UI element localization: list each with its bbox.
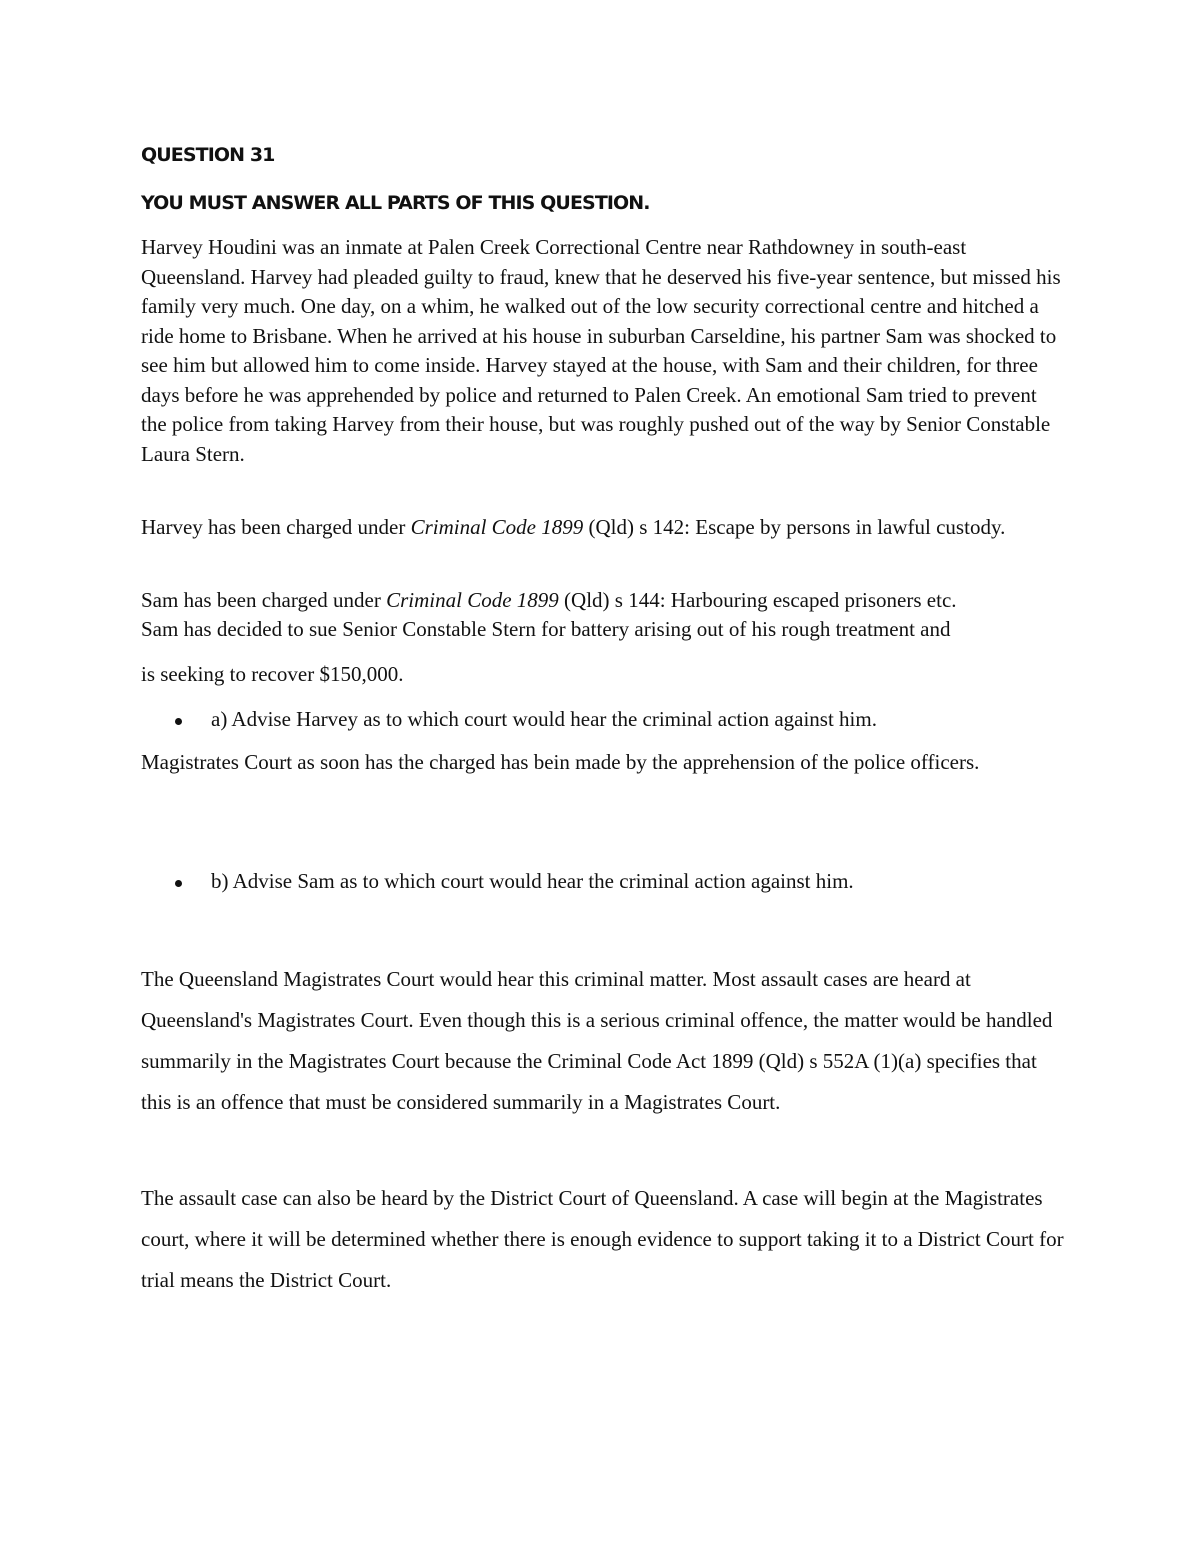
harvey-charge-prefix: Harvey has been charged under: [141, 515, 411, 539]
sam-charge-suffix: (Qld) s 144: Harbouring escaped prisoners etc.: [558, 588, 957, 612]
part-a-answer: Magistrates Court as soon has the charged has bein made by the apprehension of the police officers.: [141, 750, 980, 774]
sam-charge-act: Criminal Code 1899: [386, 588, 559, 612]
sam-lawsuit-line: Sam has decided to sue Senior Constable Stern for battery arising out of his rough treatment and: [141, 617, 951, 641]
part-b-question: b) Advise Sam as to which court would hear the criminal action against him.: [211, 869, 854, 893]
harvey-charge-act: Criminal Code 1899: [410, 515, 584, 539]
sam-charge-prefix: Sam has been charged under: [141, 588, 387, 612]
bullet-icon: [175, 718, 182, 725]
sam-charge-line: [141, 588, 957, 613]
part-b-answer-paragraph-1: The Queensland Magistrates Court would hear this criminal matter. Most assault cases are heard at Queensland's Magistrates Court. Even though this is a serious criminal offence, the matter would be handled summarily in the Magistrates Court because the Criminal Code Act 1899 (Qld) s 552A (1)(a) specifies that this is an offence that must be considered summarily in a Magistrates Court.: [141, 967, 1053, 1114]
bullet-icon: [175, 880, 182, 887]
harvey-charge-suffix: (Qld) s 142: Escape by persons in lawful custody.: [583, 515, 1006, 539]
question-instruction: YOU MUST ANSWER ALL PARTS OF THIS QUESTION.: [141, 192, 650, 214]
part-a-question: a) Advise Harvey as to which court would hear the criminal action against him.: [211, 707, 877, 731]
part-b-answer-paragraph-2: The assault case can also be heard by the District Court of Queensland. A case will begin at the Magistrates court, where it will be determined whether there is enough evidence to support taking it to a District Court for trial means the District Court.: [141, 1186, 1064, 1292]
scenario-paragraph: Harvey Houdini was an inmate at Palen Creek Correctional Centre near Rathdowney in south-east Queensland. Harvey had pleaded guilty to fraud, knew that he deserved his five-year sentence, but missed his family very much. One day, on a whim, he walked out of the low security correctional centre and hitched a ride home to Brisbane. When he arrived at his house in suburban Carseldine, his partner Sam was shocked to see him but allowed him to come inside. Harvey stayed at the house, with Sam and their children, for three days before he was apprehended by police and returned to Palen Creek. An emotional Sam tried to prevent the police from taking Harvey from their house, but was roughly pushed out of the way by Senior Constable Laura Stern.: [141, 235, 1061, 466]
recover-amount-line: is seeking to recover $150,000.: [141, 662, 404, 686]
question-title: QUESTION 31: [141, 144, 275, 166]
harvey-charge-paragraph: [141, 513, 1066, 543]
